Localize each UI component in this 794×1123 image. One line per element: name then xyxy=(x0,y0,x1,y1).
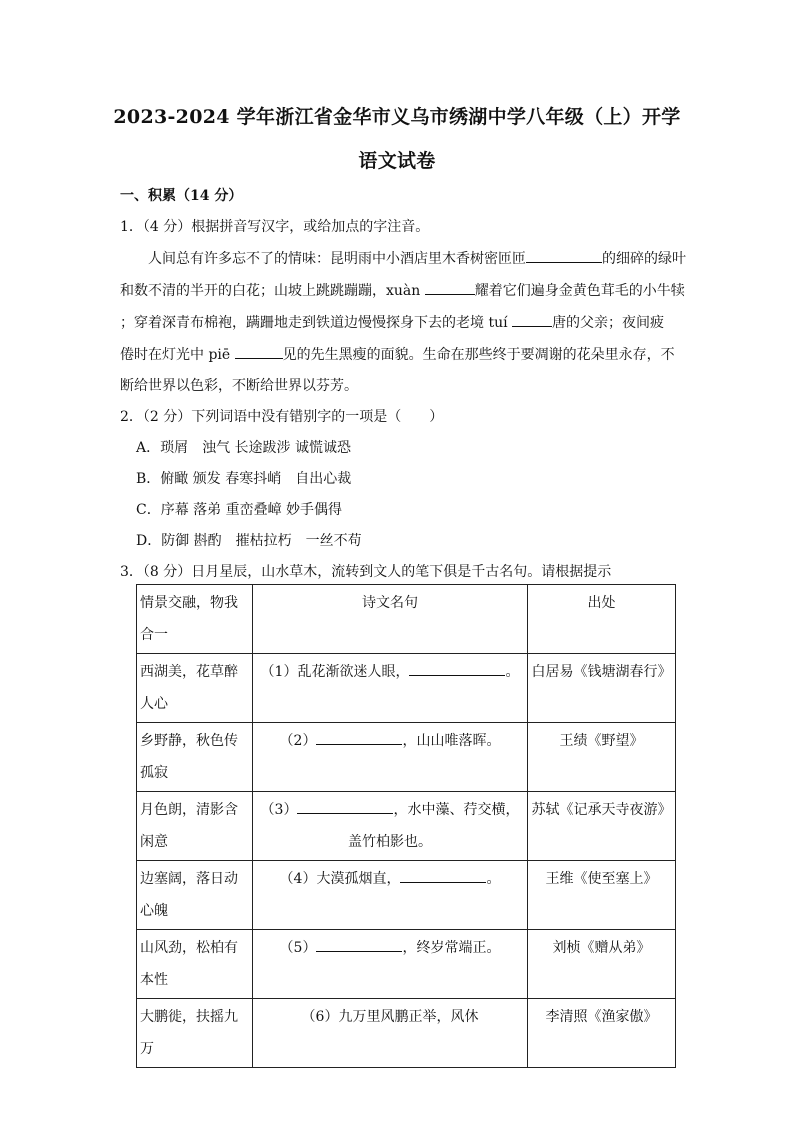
row-line xyxy=(253,930,528,999)
row-source: 王绩《野望》 xyxy=(528,723,676,792)
q2-option-c[interactable]: C．序幕 落弟 重峦叠嶂 妙手偶得 xyxy=(136,502,343,518)
line-text: （4）大漠孤烟直， xyxy=(279,871,401,887)
q1-text: 唐的父亲；夜间疲 xyxy=(552,315,665,331)
q1-text: 的细碎的绿叶 xyxy=(602,251,686,267)
answer-blank[interactable] xyxy=(316,730,402,745)
answer-blank[interactable] xyxy=(409,661,505,676)
q2-option-b[interactable]: B．俯瞰 颁发 春寒抖峭 自出心裁 xyxy=(136,471,352,487)
q1-passage-line5: 断给世界以色彩，不断给世界以芬芳。 xyxy=(120,378,358,394)
row-line xyxy=(253,792,528,861)
exam-title-line2: 语文试卷 xyxy=(358,150,436,172)
poem-table xyxy=(136,584,676,1068)
q1-text: 倦时在灯光中 piē xyxy=(120,347,231,363)
answer-blank[interactable] xyxy=(297,799,393,814)
q1-passage-line2 xyxy=(120,280,685,301)
row-scene: 大鹏徙，扶摇九万 xyxy=(137,999,253,1068)
line-text: ，终岁常端正。 xyxy=(402,940,501,956)
header-line: 诗文名句 xyxy=(253,585,528,654)
table-row xyxy=(137,999,676,1068)
row-line xyxy=(253,723,528,792)
table-row xyxy=(137,723,676,792)
line-text: （5） xyxy=(279,940,317,956)
line-text: ，山山唯落晖。 xyxy=(402,733,501,749)
table-row xyxy=(137,792,676,861)
answer-blank[interactable] xyxy=(400,868,486,883)
q1-passage-line3 xyxy=(120,312,664,333)
answer-blank[interactable] xyxy=(512,312,552,327)
row-scene: 山风劲，松柏有本性 xyxy=(137,930,253,999)
line-text: （2） xyxy=(279,733,317,749)
table-row xyxy=(137,654,676,723)
line-text: （6）九万里风鹏正举，风休 xyxy=(301,1009,479,1025)
q1-passage-line4 xyxy=(120,344,675,365)
row-scene: 边塞阔，落日动心魄 xyxy=(137,861,253,930)
answer-blank[interactable] xyxy=(526,248,602,263)
header-source: 出处 xyxy=(528,585,676,654)
q1-text: 人间总有许多忘不了的情味：昆明雨中小酒店里木香树密匝匝 xyxy=(148,251,526,267)
table-header-row xyxy=(137,585,676,654)
q1-stem: 1．（4 分）根据拼音写汉字，或给加点的字注音。 xyxy=(120,219,430,235)
exam-title-line1: 2023-2024 学年浙江省金华市义乌市绣湖中学八年级（上）开学 xyxy=(113,106,681,128)
row-source: 苏轼《记承天寺夜游》 xyxy=(528,792,676,861)
table-row xyxy=(137,930,676,999)
table-row xyxy=(137,861,676,930)
q3-stem: 3．（8 分）日月星辰，山水草木，流转到文人的笔下俱是千古名句。请根据提示 xyxy=(120,564,612,580)
row-source: 刘桢《赠从弟》 xyxy=(528,930,676,999)
q2-option-d[interactable]: D．防御 斟酌 摧枯拉朽 一丝不苟 xyxy=(136,533,362,549)
line-text: （3） xyxy=(260,802,298,818)
row-scene: 西湖美，花草醉人心 xyxy=(137,654,253,723)
row-line xyxy=(253,861,528,930)
row-line xyxy=(253,999,528,1068)
q2-stem: 2．（2 分）下列词语中没有错别字的一项是（ ） xyxy=(120,409,444,425)
row-scene: 月色朗，清影含闲意 xyxy=(137,792,253,861)
row-scene: 乡野静，秋色传孤寂 xyxy=(137,723,253,792)
q1-text: 耀着它们遍身金黄色茸毛的小牛犊 xyxy=(474,283,685,299)
header-scene: 情景交融，物我合一 xyxy=(137,585,253,654)
line-text: 。 xyxy=(486,871,501,887)
q1-text: ；穿着深青布棉袍，蹒跚地走到铁道边慢慢探身下去的老境 tuí xyxy=(120,315,508,331)
section-heading: 一、积累（14 分） xyxy=(120,188,243,204)
line-text: （1）乱花渐欲迷人眼， xyxy=(260,664,410,680)
row-source: 白居易《钱塘湖春行》 xyxy=(528,654,676,723)
answer-blank[interactable] xyxy=(316,937,402,952)
answer-blank[interactable] xyxy=(425,280,475,295)
row-source: 李清照《渔家傲》 xyxy=(528,999,676,1068)
row-source: 王维《使至塞上》 xyxy=(528,861,676,930)
answer-blank[interactable] xyxy=(235,344,283,359)
q1-text: 见的先生黑瘦的面貌。生命在那些终于要凋谢的花朵里永存，不 xyxy=(282,347,675,363)
q1-text: 和数不清的半开的白花；山坡上跳跳蹦蹦，xuàn xyxy=(120,283,421,299)
q1-passage-line1 xyxy=(148,248,686,269)
line-text: 。 xyxy=(505,664,520,680)
row-line xyxy=(253,654,528,723)
line-text: ，水中藻、荇交横，盖竹柏影也。 xyxy=(348,802,520,850)
q2-option-a[interactable]: A．琐屑 浊气 长途跋涉 诚慌诚恐 xyxy=(136,440,352,456)
